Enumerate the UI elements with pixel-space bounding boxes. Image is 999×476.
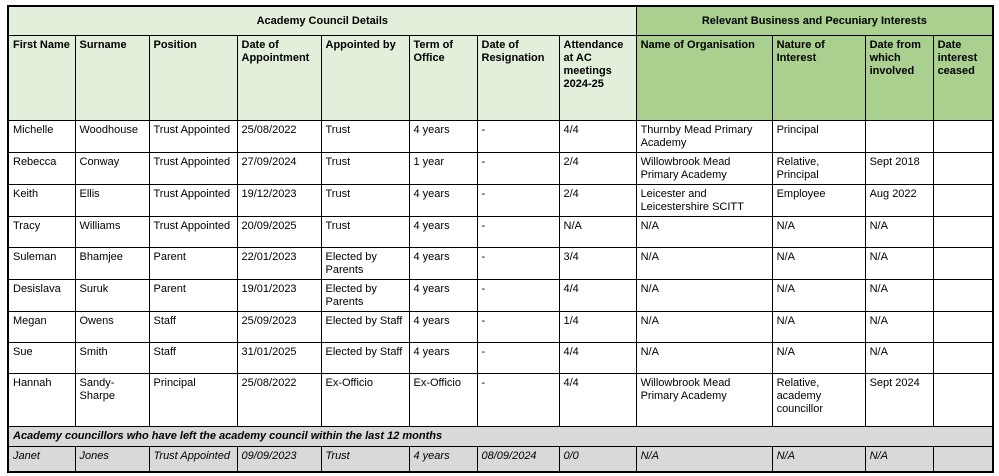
table-cell: Trust [321, 185, 409, 217]
table-cell: 25/08/2022 [237, 374, 321, 427]
table-cell: Sept 2018 [865, 153, 933, 185]
table-cell: 4 years [409, 312, 477, 343]
table-cell: 4/4 [559, 343, 636, 374]
table-cell [933, 343, 993, 374]
table-cell [933, 248, 993, 280]
table-cell: 31/01/2025 [237, 343, 321, 374]
table-cell: 4/4 [559, 374, 636, 427]
table-cell: - [477, 374, 559, 427]
table-cell: - [477, 343, 559, 374]
table-row-megan-owens [8, 312, 993, 343]
table-cell: Trust [321, 217, 409, 248]
table-cell [933, 185, 993, 217]
table-cell: 25/09/2023 [237, 312, 321, 343]
table-cell: Leicester and Leicestershire SCITT [636, 185, 772, 217]
table-cell: N/A [865, 248, 933, 280]
group-header-pecuniary-interests: Relevant Business and Pecuniary Interests [636, 6, 993, 36]
column-header-nature-of-interest: Nature of Interest [772, 36, 865, 121]
table-cell: Sandy-Sharpe [75, 374, 149, 427]
table-cell: Staff [149, 343, 237, 374]
table-cell: 4 years [409, 343, 477, 374]
column-header-attendance: Attendance at AC meetings 2024-25 [559, 36, 636, 121]
table-cell: Trust Appointed [149, 447, 237, 473]
table-cell: N/A [772, 447, 865, 473]
table-cell [865, 121, 933, 153]
table-cell [933, 374, 993, 427]
table-cell: Conway [75, 153, 149, 185]
table-cell: N/A [865, 280, 933, 312]
academy-council-interests-table [7, 5, 994, 473]
table-cell: N/A [865, 217, 933, 248]
table-cell: 3/4 [559, 248, 636, 280]
table-cell: N/A [772, 312, 865, 343]
table-cell: Woodhouse [75, 121, 149, 153]
table-cell: Willowbrook Mead Primary Academy [636, 153, 772, 185]
table-cell: N/A [636, 217, 772, 248]
table-cell: 1 year [409, 153, 477, 185]
table-row-rebecca-conway [8, 153, 993, 185]
table-cell: Thurnby Mead Primary Academy [636, 121, 772, 153]
table-cell: Bhamjee [75, 248, 149, 280]
column-header-name-of-organisation: Name of Organisation [636, 36, 772, 121]
table-cell: N/A [772, 217, 865, 248]
table-cell: Owens [75, 312, 149, 343]
table-cell: Staff [149, 312, 237, 343]
table-row-tracy-williams [8, 217, 993, 248]
table-cell: N/A [865, 312, 933, 343]
table-cell: 25/08/2022 [237, 121, 321, 153]
table-cell [933, 280, 993, 312]
table-cell: Trust Appointed [149, 121, 237, 153]
table-cell: 08/09/2024 [477, 447, 559, 473]
table-cell: Tracy [8, 217, 75, 248]
table-cell [933, 121, 993, 153]
table-cell: 4/4 [559, 280, 636, 312]
table-cell: 22/01/2023 [237, 248, 321, 280]
table-cell: Elected by Parents [321, 248, 409, 280]
column-header-appointed-by: Appointed by [321, 36, 409, 121]
table-cell: Parent [149, 248, 237, 280]
table-cell: 4 years [409, 217, 477, 248]
table-cell: - [477, 121, 559, 153]
table-cell: 1/4 [559, 312, 636, 343]
table-cell: Ex-Officio [409, 374, 477, 427]
table-cell: Trust [321, 153, 409, 185]
table-cell: Trust Appointed [149, 153, 237, 185]
table-cell: 4/4 [559, 121, 636, 153]
column-header-date-of-resignation: Date of Resignation [477, 36, 559, 121]
table-cell: Elected by Staff [321, 343, 409, 374]
table-cell: Keith [8, 185, 75, 217]
column-header-term-of-office: Term of Office [409, 36, 477, 121]
table-cell: Rebecca [8, 153, 75, 185]
table-cell: 0/0 [559, 447, 636, 473]
table-cell: N/A [636, 312, 772, 343]
table-row-keith-ellis [8, 185, 993, 217]
table-cell: Relative, academy councillor [772, 374, 865, 427]
table-cell: - [477, 280, 559, 312]
table-row-desislava-suruk [8, 280, 993, 312]
group-header-academy-council-details: Academy Council Details [8, 6, 636, 36]
column-header-first-name: First Name [8, 36, 75, 121]
section-divider-label: Academy councillors who have left the academy council within the last 12 months [8, 427, 993, 447]
table-cell: N/A [636, 343, 772, 374]
table-cell: Janet [8, 447, 75, 473]
table-cell: 09/09/2023 [237, 447, 321, 473]
table-cell: Relative, Principal [772, 153, 865, 185]
table-cell: Hannah [8, 374, 75, 427]
table-cell [933, 153, 993, 185]
table-cell: 4 years [409, 121, 477, 153]
table-cell: Ex-Officio [321, 374, 409, 427]
table-cell: N/A [636, 280, 772, 312]
table-cell: Principal [149, 374, 237, 427]
table-cell: N/A [559, 217, 636, 248]
table-cell: Ellis [75, 185, 149, 217]
table-cell: Jones [75, 447, 149, 473]
table-cell: 2/4 [559, 153, 636, 185]
table-row-michelle-woodhouse [8, 121, 993, 153]
table-cell: Williams [75, 217, 149, 248]
column-header-date-interest-ceased: Date interest ceased [933, 36, 993, 121]
column-header-date-of-appointment: Date of Appointment [237, 36, 321, 121]
table-cell: Employee [772, 185, 865, 217]
table-cell: N/A [636, 447, 772, 473]
table-row-hannah-sandy-sharpe [8, 374, 993, 427]
table-cell: Sue [8, 343, 75, 374]
table-cell: N/A [865, 447, 933, 473]
table-cell: Suleman [8, 248, 75, 280]
table-cell: Elected by Staff [321, 312, 409, 343]
group-header-row [8, 6, 993, 36]
table-cell: - [477, 248, 559, 280]
table-cell: Suruk [75, 280, 149, 312]
table-cell: Smith [75, 343, 149, 374]
table-cell: N/A [772, 343, 865, 374]
table-cell [933, 447, 993, 473]
table-row-suleman-bhamjee [8, 248, 993, 280]
column-header-surname: Surname [75, 36, 149, 121]
table-cell [933, 217, 993, 248]
table-cell: Sept 2024 [865, 374, 933, 427]
table-cell: 19/01/2023 [237, 280, 321, 312]
table-row-sue-smith [8, 343, 993, 374]
table-cell: N/A [772, 280, 865, 312]
table-cell: - [477, 217, 559, 248]
table-cell: - [477, 153, 559, 185]
table-cell: Willowbrook Mead Primary Academy [636, 374, 772, 427]
section-divider-row [8, 427, 993, 447]
column-header-position: Position [149, 36, 237, 121]
table-cell: Trust Appointed [149, 217, 237, 248]
table-cell: Principal [772, 121, 865, 153]
table-cell: 4 years [409, 280, 477, 312]
table-cell: Aug 2022 [865, 185, 933, 217]
table-row-janet-jones [8, 447, 993, 473]
table-cell: N/A [636, 248, 772, 280]
table-cell: 20/09/2025 [237, 217, 321, 248]
table-cell: - [477, 312, 559, 343]
table-cell: Megan [8, 312, 75, 343]
table-cell [933, 312, 993, 343]
table-cell: Trust Appointed [149, 185, 237, 217]
table-cell: Trust [321, 447, 409, 473]
table-cell: 27/09/2024 [237, 153, 321, 185]
table-cell: Parent [149, 280, 237, 312]
table-cell: 4 years [409, 248, 477, 280]
column-header-row [8, 36, 993, 121]
table-cell: Michelle [8, 121, 75, 153]
table-cell: 2/4 [559, 185, 636, 217]
table-cell: Elected by Parents [321, 280, 409, 312]
table-cell: - [477, 185, 559, 217]
table-cell: 4 years [409, 447, 477, 473]
table-cell: 19/12/2023 [237, 185, 321, 217]
table-cell: Trust [321, 121, 409, 153]
table-cell: N/A [865, 343, 933, 374]
column-header-date-from-which-involved: Date from which involved [865, 36, 933, 121]
table-cell: N/A [772, 248, 865, 280]
table-cell: Desislava [8, 280, 75, 312]
table-cell: 4 years [409, 185, 477, 217]
